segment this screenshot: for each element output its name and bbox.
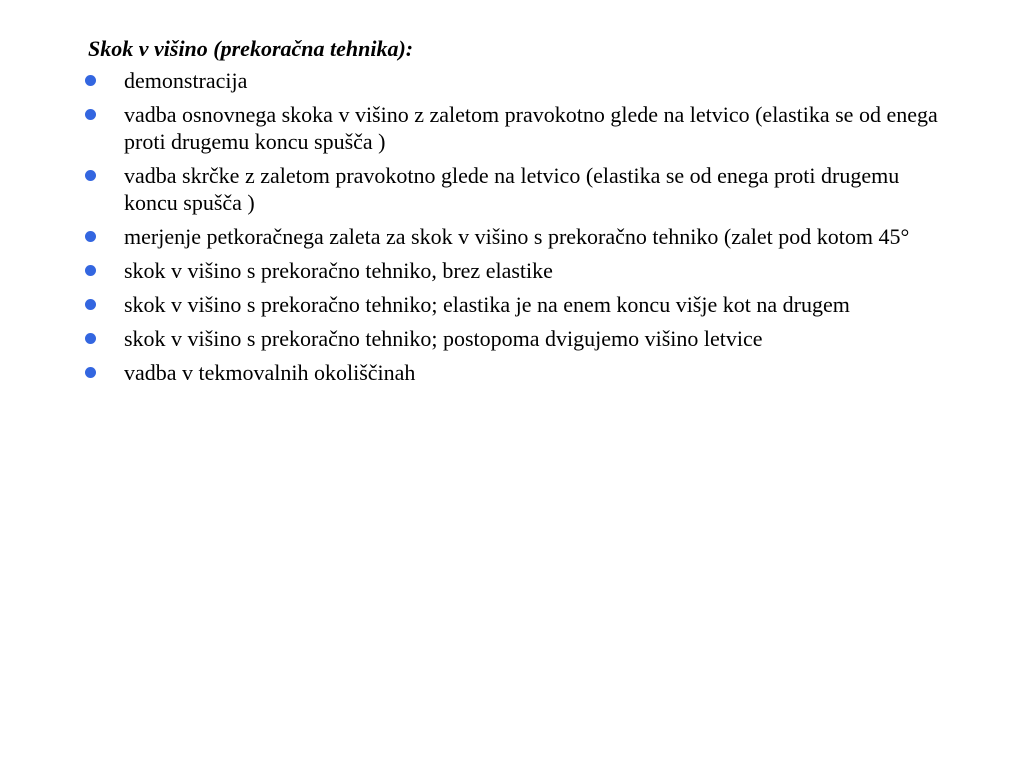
bullet-text: skok v višino s prekoračno tehniko; postopoma dvigujemo višino letvice (124, 326, 763, 351)
bullet-text: vadba osnovnega skoka v višino z zaletom pravokotno glede na letvico (elastika se od enega proti drugemu koncu spušča ) (124, 102, 938, 154)
bullet-dot-icon (85, 75, 96, 86)
bullet-dot-icon (85, 231, 96, 242)
bullet-text: skok v višino s prekoračno tehniko, brez elastike (124, 258, 553, 283)
bullet-text: skok v višino s prekoračno tehniko; elastika je na enem koncu višje kot na drugem (124, 292, 850, 317)
bullet-item (84, 257, 954, 284)
bullet-item (84, 101, 954, 155)
bullet-dot-icon (85, 265, 96, 276)
bullet-text: vadba v tekmovalnih okoliščinah (124, 360, 416, 385)
bullet-dot-icon (85, 367, 96, 378)
bullet-item (84, 325, 954, 352)
bullet-item (84, 162, 954, 216)
slide-title: Skok v višino (prekoračna tehnika): (88, 36, 414, 61)
bullet-dot-icon (85, 109, 96, 120)
bullet-text: vadba skrčke z zaletom pravokotno glede na letvico (elastika se od enega proti drugemu koncu spušča ) (124, 163, 900, 215)
bullet-item (84, 359, 954, 386)
bullet-item (84, 67, 954, 94)
bullet-dot-icon (85, 299, 96, 310)
bullet-dot-icon (85, 333, 96, 344)
bullet-text: demonstracija (124, 68, 248, 93)
bullet-item (84, 291, 954, 318)
bullet-text: merjenje petkoračnega zaleta za skok v višino s prekoračno tehniko (zalet pod kotom 45° (124, 224, 910, 249)
bullet-item (84, 223, 954, 250)
bullet-dot-icon (85, 170, 96, 181)
bullet-list (84, 67, 954, 393)
